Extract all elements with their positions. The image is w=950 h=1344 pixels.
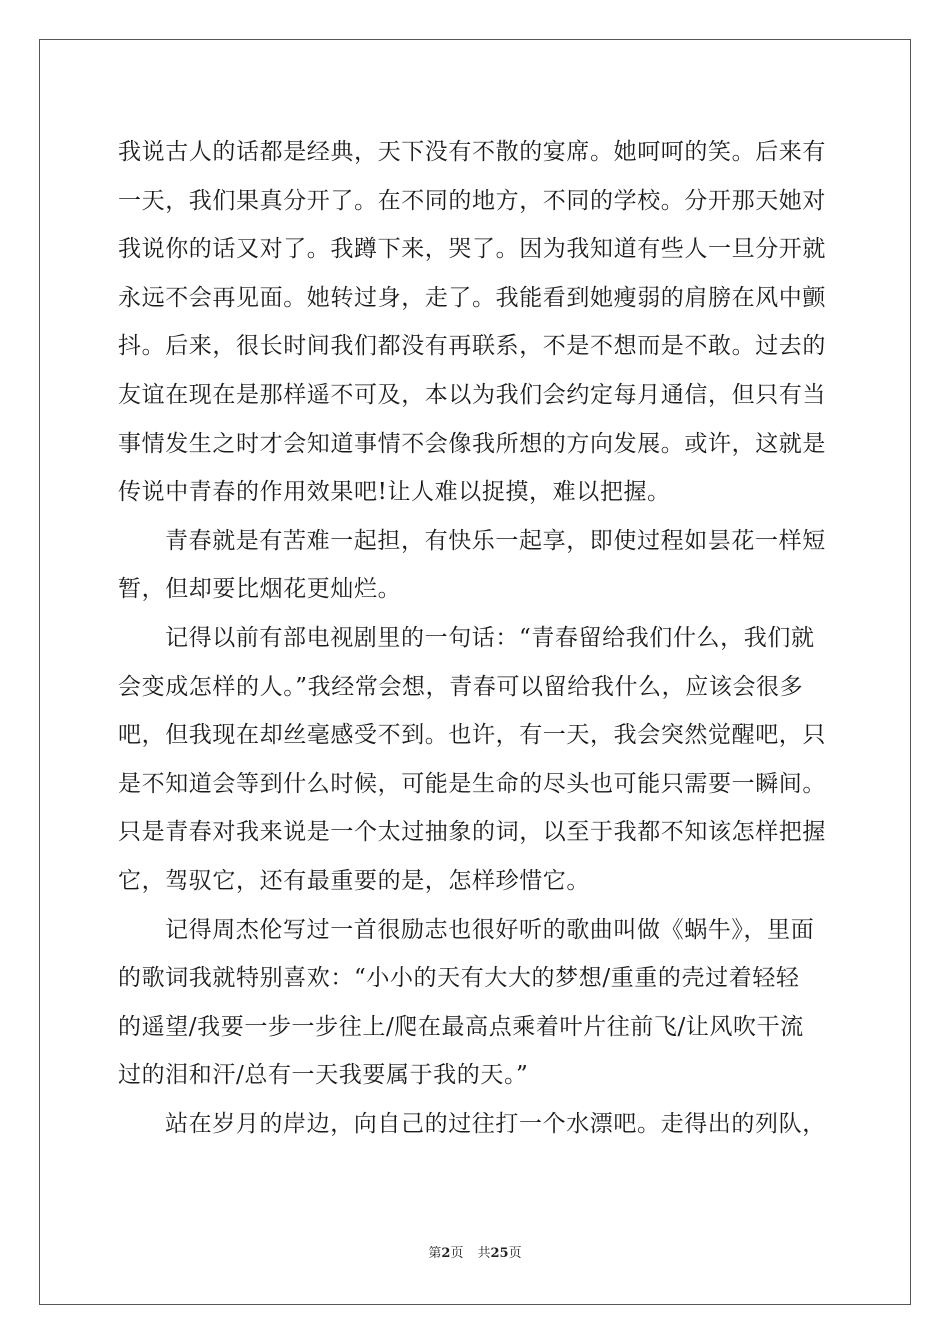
text-line: 传说中青春的作用效果吧!让人难以捉摸，难以把握。 <box>118 479 671 506</box>
footer-total-prefix: 共 <box>477 1246 491 1261</box>
text-line: 站在岁月的岸边，向自己的过往打一个水漂吧。走得出的列队， <box>165 1110 826 1137</box>
paragraph <box>118 906 834 1100</box>
text-line: 会变成怎样的人。”我经常会想，青春可以留给我什么，应该会很多 <box>118 673 804 700</box>
text-line: 友谊在现在是那样遥不可及，本以为我们会约定每月通信，但只有当 <box>118 381 826 408</box>
text-line: 吧，但我现在却丝毫感受不到。也许，有一天，我会突然觉醒吧，只 <box>118 722 826 749</box>
paragraph <box>118 1100 834 1149</box>
footer-page-prefix: 第 <box>428 1246 442 1261</box>
text-line: 过的泪和汗/总有一天我要属于我的天。” <box>118 1062 529 1089</box>
paragraph <box>118 128 834 517</box>
text-line: 事情发生之时才会知道事情不会像我所想的方向发展。或许，这就是 <box>118 430 826 457</box>
text-line: 我说你的话又对了。我蹲下来，哭了。因为我知道有些人一旦分开就 <box>118 236 826 263</box>
text-line: 暂，但却要比烟花更灿烂。 <box>118 576 402 603</box>
text-line: 记得以前有部电视剧里的一句话：“青春留给我们什么，我们就 <box>165 624 815 651</box>
text-line: 是不知道会等到什么时候，可能是生命的尽头也可能只需要一瞬间。 <box>118 770 826 797</box>
text-line: 抖。后来，很长时间我们都没有再联系，不是不想而是不敢。过去的 <box>118 333 826 360</box>
paragraph <box>118 614 834 906</box>
text-line: 永远不会再见面。她转过身，走了。我能看到她瘦弱的肩膀在风中颤 <box>118 284 826 311</box>
paragraph <box>118 517 834 614</box>
text-line: 记得周杰伦写过一首很励志也很好听的歌曲叫做《蜗牛》，里面 <box>165 916 815 943</box>
text-line: 只是青春对我来说是一个太过抽象的词，以至于我都不知该怎样把握 <box>118 819 826 846</box>
text-line: 我说古人的话都是经典，天下没有不散的宴席。她呵呵的笑。后来有 <box>118 139 826 165</box>
text-line: 一天，我们果真分开了。在不同的地方，不同的学校。分开那天她对 <box>118 187 826 214</box>
text-line: 的遥望/我要一步一步往上/爬在最高点乘着叶片往前飞/让风吹干流 <box>118 1013 804 1040</box>
footer-total-unit: 页 <box>508 1246 522 1261</box>
text-line: 它，驾驭它，还有最重要的是，怎样珍惜它。 <box>118 867 590 894</box>
page-footer <box>0 1242 950 1261</box>
footer-page-unit: 页 <box>450 1246 464 1261</box>
footer-page-current: 2 <box>441 1246 451 1261</box>
document-body <box>118 128 834 1148</box>
text-line: 青春就是有苦难一起担，有快乐一起享，即使过程如昙花一样短 <box>165 527 826 554</box>
footer-page-total: 25 <box>490 1246 509 1261</box>
text-line: 的歌词我就特别喜欢：“小小的天有大大的梦想/重重的壳过着轻轻 <box>118 965 800 992</box>
